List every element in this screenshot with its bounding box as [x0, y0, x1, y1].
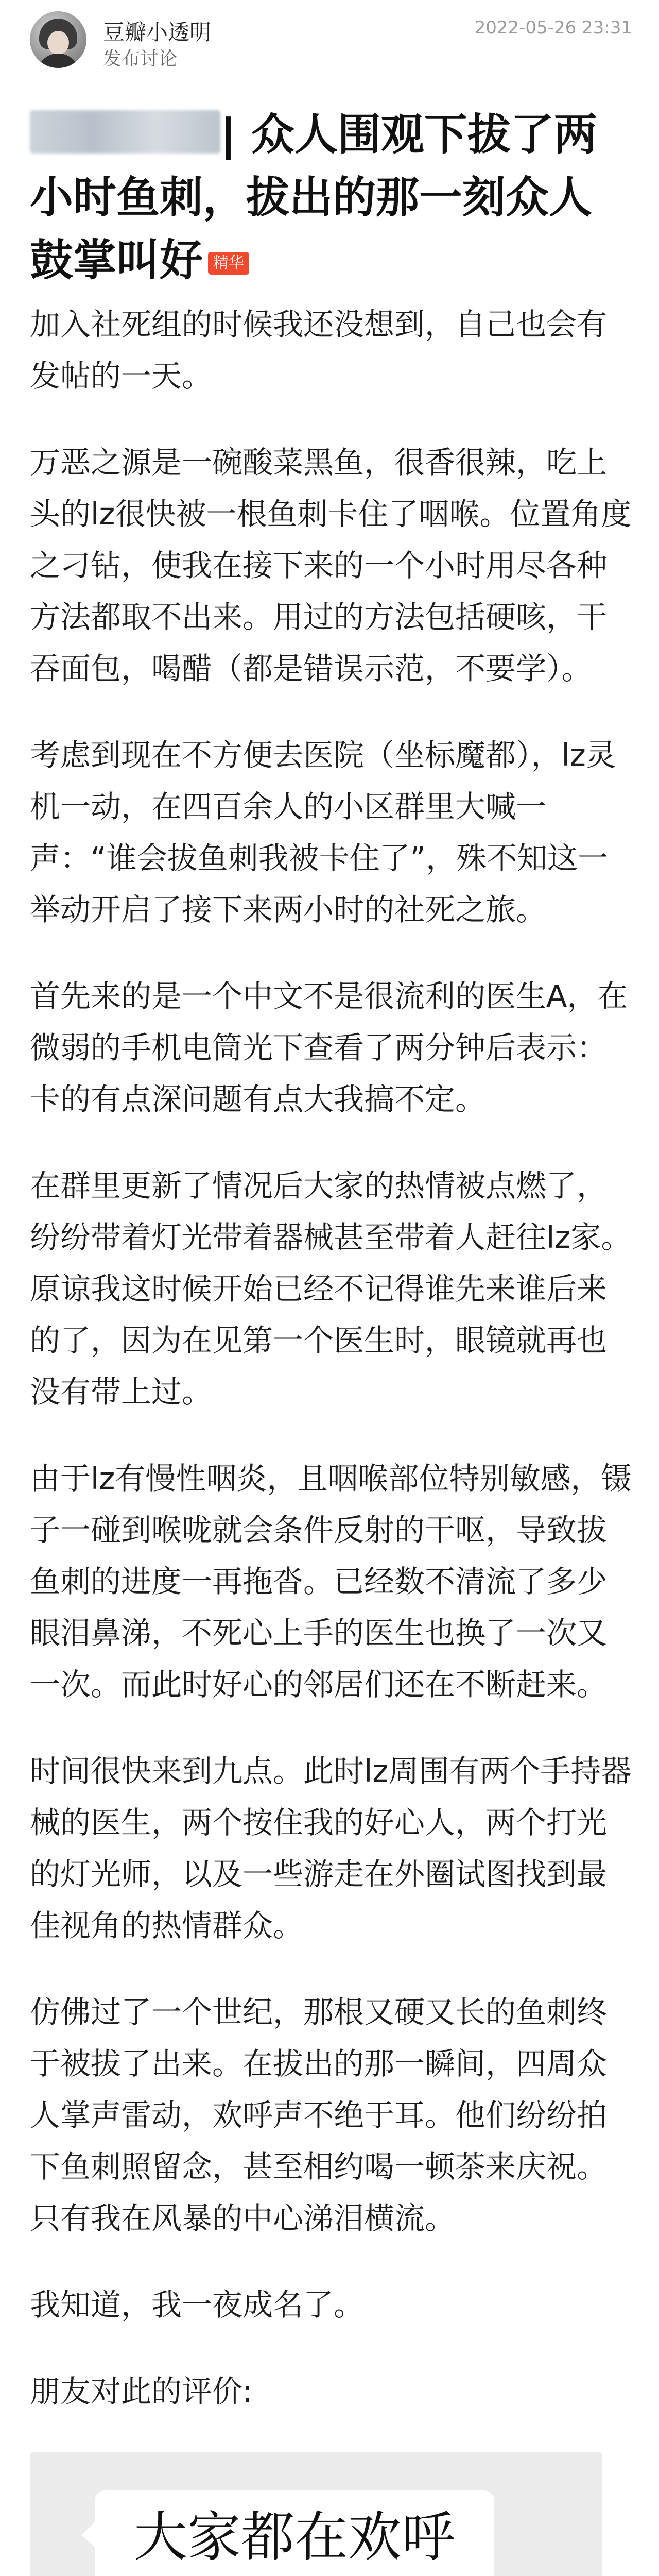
post-timestamp: 2022-05-26 23:31	[474, 18, 632, 38]
avatar-face	[47, 31, 69, 55]
post-type-label: 发布讨论	[103, 48, 178, 70]
paragraph: 仿佛过了一个世纪，那根又硬又长的鱼刺终于被拔了出来。在拔出的那一瞬间，四周众人掌声雷动，欢呼声不绝于耳。他们纷纷拍下鱼刺照留念，甚至相约喝一顿茶来庆祝。只有我在风暴的中心涕泪横流。	[30, 1994, 608, 2236]
paragraph: 我知道，我一夜成名了。	[30, 2287, 365, 2323]
username[interactable]: 豆瓣小透明	[103, 20, 212, 45]
post-header	[0, 0, 659, 93]
chat-screenshot-image[interactable]	[30, 2452, 602, 2576]
paragraph: 时间很快来到九点。此时lz周围有两个手持器械的医生，两个按住我的好心人，两个打光的灯光师，以及一些游走在外圈试图找到最佳视角的热情群众。	[30, 1753, 632, 1943]
paragraph: 朋友对此的评价:	[30, 2374, 253, 2409]
paragraph: 在群里更新了情况后大家的热情被点燃了，纷纷带着灯光带着器械甚至带着人赶往lz家。原谅我这时候开始已经不记得谁先来谁后来的了，因为在见第一个医生时，眼镜就再也没有带上过。	[30, 1168, 632, 1410]
chat-bubble: 大家都在欢呼	[95, 2490, 494, 2576]
blurred-group-name	[30, 110, 220, 154]
post-title-text: | 众人围观下拔了两小时鱼刺，拔出的那一刻众人鼓掌叫好	[30, 109, 597, 285]
featured-badge: 精华	[208, 252, 249, 275]
post-body	[30, 299, 632, 2576]
paragraph: 加入社死组的时候我还没想到，自己也会有发帖的一天。	[30, 307, 608, 394]
paragraph: 万恶之源是一碗酸菜黑鱼，很香很辣，吃上头的lz很快被一根鱼刺卡住了咽喉。位置角度之刁钻，使我在接下来的一个小时用尽各种方法都取不出来。用过的方法包括硬咳，干吞面包，喝醋（都是错误示范，不要学）。	[30, 445, 632, 686]
paragraph: 考虑到现在不方便去医院（坐标魔都），lz灵机一动，在四百余人的小区群里大喊一声：“谁会拔鱼刺我被卡住了”，殊不知这一举动开启了接下来两小时的社死之旅。	[30, 737, 616, 927]
avatar-body	[37, 54, 79, 68]
post-title	[30, 103, 627, 292]
paragraph: 首先来的是一个中文不是很流利的医生A，在微弱的手机电筒光下查看了两分钟后表示：卡的有点深问题有点大我搞不定。	[30, 978, 628, 1117]
paragraph: 由于lz有慢性咽炎，且咽喉部位特别敏感，镊子一碰到喉咙就会条件反射的干呕，导致拔鱼刺的进度一再拖沓。已经数不清流了多少眼泪鼻涕，不死心上手的医生也换了一次又一次。而此时好心的邻居们还在不断赶来。	[30, 1461, 632, 1702]
avatar[interactable]	[30, 11, 86, 68]
